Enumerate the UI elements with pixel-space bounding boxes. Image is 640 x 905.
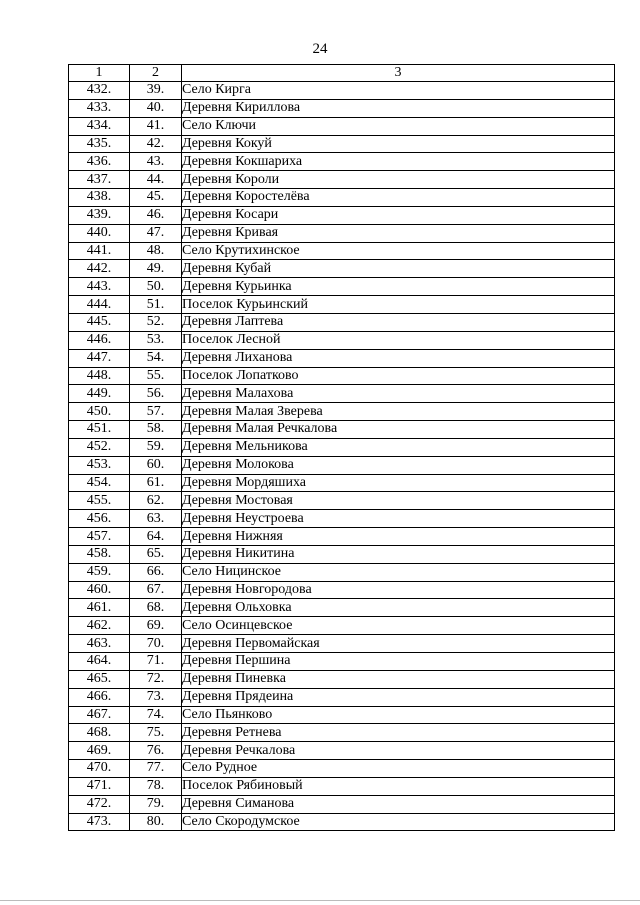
settlement-name: Деревня Никитина: [182, 545, 615, 563]
settlement-name: Деревня Мостовая: [182, 492, 615, 510]
table-row: [69, 456, 615, 474]
row-number: 437.: [69, 171, 130, 189]
sub-number: 46.: [130, 206, 182, 224]
table-row: [69, 653, 615, 671]
row-number: 443.: [69, 278, 130, 296]
table-row: [69, 117, 615, 135]
row-number: 454.: [69, 474, 130, 492]
row-number: 434.: [69, 117, 130, 135]
sub-number: 65.: [130, 545, 182, 563]
sub-number: 43.: [130, 153, 182, 171]
settlement-name: Деревня Кокуй: [182, 135, 615, 153]
row-number: 458.: [69, 545, 130, 563]
column-header-2: 2: [130, 65, 182, 82]
row-number: 442.: [69, 260, 130, 278]
settlement-name: Поселок Лопатково: [182, 367, 615, 385]
row-number: 448.: [69, 367, 130, 385]
table-row: [69, 189, 615, 207]
table-row: [69, 99, 615, 117]
table-row: [69, 438, 615, 456]
sub-number: 79.: [130, 795, 182, 813]
sub-number: 55.: [130, 367, 182, 385]
row-number: 450.: [69, 403, 130, 421]
settlement-name: Деревня Мельникова: [182, 438, 615, 456]
settlement-name: Село Кирга: [182, 82, 615, 100]
table-row: [69, 724, 615, 742]
row-number: 467.: [69, 706, 130, 724]
settlement-name: Деревня Новгородова: [182, 581, 615, 599]
sub-number: 76.: [130, 742, 182, 760]
settlement-name: Деревня Короли: [182, 171, 615, 189]
table-row: [69, 635, 615, 653]
table-row: [69, 813, 615, 831]
settlement-name: Село Скородумское: [182, 813, 615, 831]
row-number: 432.: [69, 82, 130, 100]
settlement-name: Деревня Ольховка: [182, 599, 615, 617]
settlement-name: Деревня Малая Речкалова: [182, 421, 615, 439]
settlement-name: Деревня Ретнева: [182, 724, 615, 742]
sub-number: 50.: [130, 278, 182, 296]
settlements-table: [68, 64, 615, 831]
sub-number: 77.: [130, 760, 182, 778]
table-row: [69, 510, 615, 528]
sub-number: 51.: [130, 296, 182, 314]
table-row: [69, 260, 615, 278]
sub-number: 75.: [130, 724, 182, 742]
settlement-name: Деревня Мордяшиха: [182, 474, 615, 492]
table-row: [69, 403, 615, 421]
table-row: [69, 367, 615, 385]
table-row: [69, 706, 615, 724]
table-row: [69, 421, 615, 439]
sub-number: 58.: [130, 421, 182, 439]
settlement-name: Деревня Першина: [182, 653, 615, 671]
table-row: [69, 313, 615, 331]
sub-number: 64.: [130, 528, 182, 546]
sub-number: 78.: [130, 777, 182, 795]
table-row: [69, 82, 615, 100]
table-row: [69, 135, 615, 153]
settlement-name: Село Рудное: [182, 760, 615, 778]
table-row: [69, 224, 615, 242]
sub-number: 67.: [130, 581, 182, 599]
settlement-name: Деревня Пиневка: [182, 670, 615, 688]
sub-number: 71.: [130, 653, 182, 671]
row-number: 459.: [69, 563, 130, 581]
settlement-name: Деревня Малахова: [182, 385, 615, 403]
table-row: [69, 528, 615, 546]
row-number: 465.: [69, 670, 130, 688]
table-header-row: [69, 65, 615, 82]
settlement-name: Деревня Лиханова: [182, 349, 615, 367]
settlement-name: Деревня Молокова: [182, 456, 615, 474]
settlement-name: Поселок Курьинский: [182, 296, 615, 314]
sub-number: 70.: [130, 635, 182, 653]
sub-number: 74.: [130, 706, 182, 724]
row-number: 446.: [69, 331, 130, 349]
sub-number: 80.: [130, 813, 182, 831]
settlement-name: Деревня Неустроева: [182, 510, 615, 528]
sub-number: 56.: [130, 385, 182, 403]
table-row: [69, 545, 615, 563]
row-number: 472.: [69, 795, 130, 813]
sub-number: 73.: [130, 688, 182, 706]
sub-number: 52.: [130, 313, 182, 331]
sub-number: 61.: [130, 474, 182, 492]
row-number: 451.: [69, 421, 130, 439]
sub-number: 49.: [130, 260, 182, 278]
settlement-name: Деревня Косари: [182, 206, 615, 224]
sub-number: 69.: [130, 617, 182, 635]
table-row: [69, 474, 615, 492]
row-number: 453.: [69, 456, 130, 474]
table-row: [69, 599, 615, 617]
row-number: 469.: [69, 742, 130, 760]
row-number: 471.: [69, 777, 130, 795]
row-number: 468.: [69, 724, 130, 742]
settlement-name: Деревня Лаптева: [182, 313, 615, 331]
sub-number: 63.: [130, 510, 182, 528]
row-number: 438.: [69, 189, 130, 207]
row-number: 461.: [69, 599, 130, 617]
settlement-name: Деревня Малая Зверева: [182, 403, 615, 421]
settlement-name: Поселок Рябиновый: [182, 777, 615, 795]
row-number: 455.: [69, 492, 130, 510]
table-body: [69, 82, 615, 831]
settlement-name: Деревня Нижняя: [182, 528, 615, 546]
table-row: [69, 742, 615, 760]
row-number: 440.: [69, 224, 130, 242]
settlement-name: Село Осинцевское: [182, 617, 615, 635]
settlement-name: Деревня Первомайская: [182, 635, 615, 653]
table-row: [69, 171, 615, 189]
table-row: [69, 688, 615, 706]
scan-edge-line: [0, 900, 640, 901]
table-row: [69, 795, 615, 813]
settlement-name: Деревня Кириллова: [182, 99, 615, 117]
row-number: 436.: [69, 153, 130, 171]
row-number: 445.: [69, 313, 130, 331]
table-row: [69, 278, 615, 296]
table-row: [69, 349, 615, 367]
row-number: 449.: [69, 385, 130, 403]
sub-number: 68.: [130, 599, 182, 617]
row-number: 441.: [69, 242, 130, 260]
settlement-name: Деревня Речкалова: [182, 742, 615, 760]
row-number: 463.: [69, 635, 130, 653]
settlement-name: Деревня Кокшариха: [182, 153, 615, 171]
table-row: [69, 296, 615, 314]
sub-number: 57.: [130, 403, 182, 421]
settlement-name: Деревня Курьинка: [182, 278, 615, 296]
sub-number: 39.: [130, 82, 182, 100]
row-number: 473.: [69, 813, 130, 831]
table-row: [69, 153, 615, 171]
settlement-name: Село Ницинское: [182, 563, 615, 581]
settlement-name: Деревня Симанова: [182, 795, 615, 813]
sub-number: 66.: [130, 563, 182, 581]
sub-number: 48.: [130, 242, 182, 260]
row-number: 466.: [69, 688, 130, 706]
settlement-name: Деревня Коростелёва: [182, 189, 615, 207]
sub-number: 41.: [130, 117, 182, 135]
sub-number: 53.: [130, 331, 182, 349]
row-number: 457.: [69, 528, 130, 546]
sub-number: 47.: [130, 224, 182, 242]
settlement-name: Село Ключи: [182, 117, 615, 135]
row-number: 435.: [69, 135, 130, 153]
settlement-name: Деревня Прядеина: [182, 688, 615, 706]
table-row: [69, 385, 615, 403]
settlement-name: Деревня Кубай: [182, 260, 615, 278]
row-number: 470.: [69, 760, 130, 778]
row-number: 464.: [69, 653, 130, 671]
settlement-name: Поселок Лесной: [182, 331, 615, 349]
sub-number: 54.: [130, 349, 182, 367]
settlement-name: Деревня Кривая: [182, 224, 615, 242]
row-number: 460.: [69, 581, 130, 599]
table-row: [69, 242, 615, 260]
row-number: 456.: [69, 510, 130, 528]
sub-number: 60.: [130, 456, 182, 474]
table-row: [69, 617, 615, 635]
row-number: 447.: [69, 349, 130, 367]
table-row: [69, 581, 615, 599]
table-row: [69, 777, 615, 795]
row-number: 462.: [69, 617, 130, 635]
table-row: [69, 670, 615, 688]
row-number: 433.: [69, 99, 130, 117]
settlement-name: Село Крутихинское: [182, 242, 615, 260]
table-row: [69, 563, 615, 581]
table-row: [69, 492, 615, 510]
row-number: 444.: [69, 296, 130, 314]
row-number: 439.: [69, 206, 130, 224]
row-number: 452.: [69, 438, 130, 456]
sub-number: 62.: [130, 492, 182, 510]
table-row: [69, 331, 615, 349]
sub-number: 44.: [130, 171, 182, 189]
settlement-name: Село Пьянково: [182, 706, 615, 724]
page-number: 24: [312, 41, 328, 57]
table-row: [69, 206, 615, 224]
sub-number: 45.: [130, 189, 182, 207]
column-header-3: 3: [182, 65, 615, 82]
sub-number: 40.: [130, 99, 182, 117]
table-row: [69, 760, 615, 778]
column-header-1: 1: [69, 65, 130, 82]
sub-number: 42.: [130, 135, 182, 153]
sub-number: 59.: [130, 438, 182, 456]
sub-number: 72.: [130, 670, 182, 688]
